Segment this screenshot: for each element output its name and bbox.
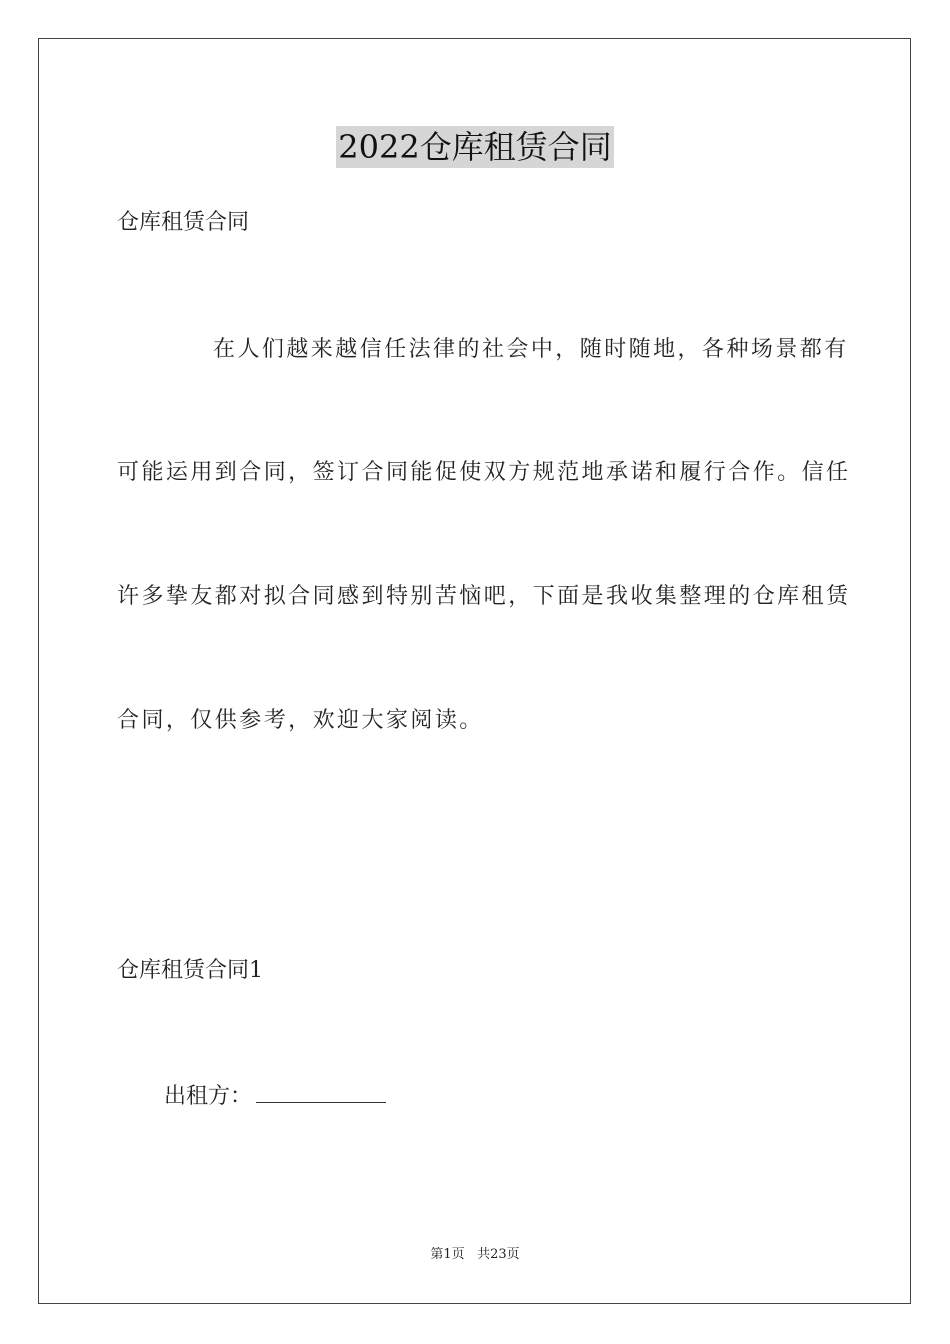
document-title: 2022仓库租赁合同 xyxy=(338,128,612,166)
lessor-label: 出租方： xyxy=(164,1084,253,1109)
page-number: 第1页 xyxy=(430,1247,465,1262)
section-heading: 仓库租赁合同1 xyxy=(117,958,263,983)
lessor-blank-line xyxy=(256,1082,386,1103)
intro-line-2: 可能运用到合同，签订合同能促使双方规范地承诺和履行合作。信任 xyxy=(117,460,851,485)
contract-heading: 仓库租赁合同 xyxy=(117,210,250,235)
title-container xyxy=(0,126,950,168)
intro-line-4: 合同，仅供参考，欢迎大家阅读。 xyxy=(117,708,484,733)
intro-line-3: 许多挚友都对拟合同感到特别苦恼吧，下面是我收集整理的仓库租赁 xyxy=(117,584,851,609)
page-total: 共23页 xyxy=(477,1247,520,1262)
page-footer xyxy=(0,1246,950,1264)
lessor-row xyxy=(164,1082,386,1112)
intro-line-1: 在人们越来越信任法律的社会中，随时随地，各种场景都有 xyxy=(213,337,849,362)
